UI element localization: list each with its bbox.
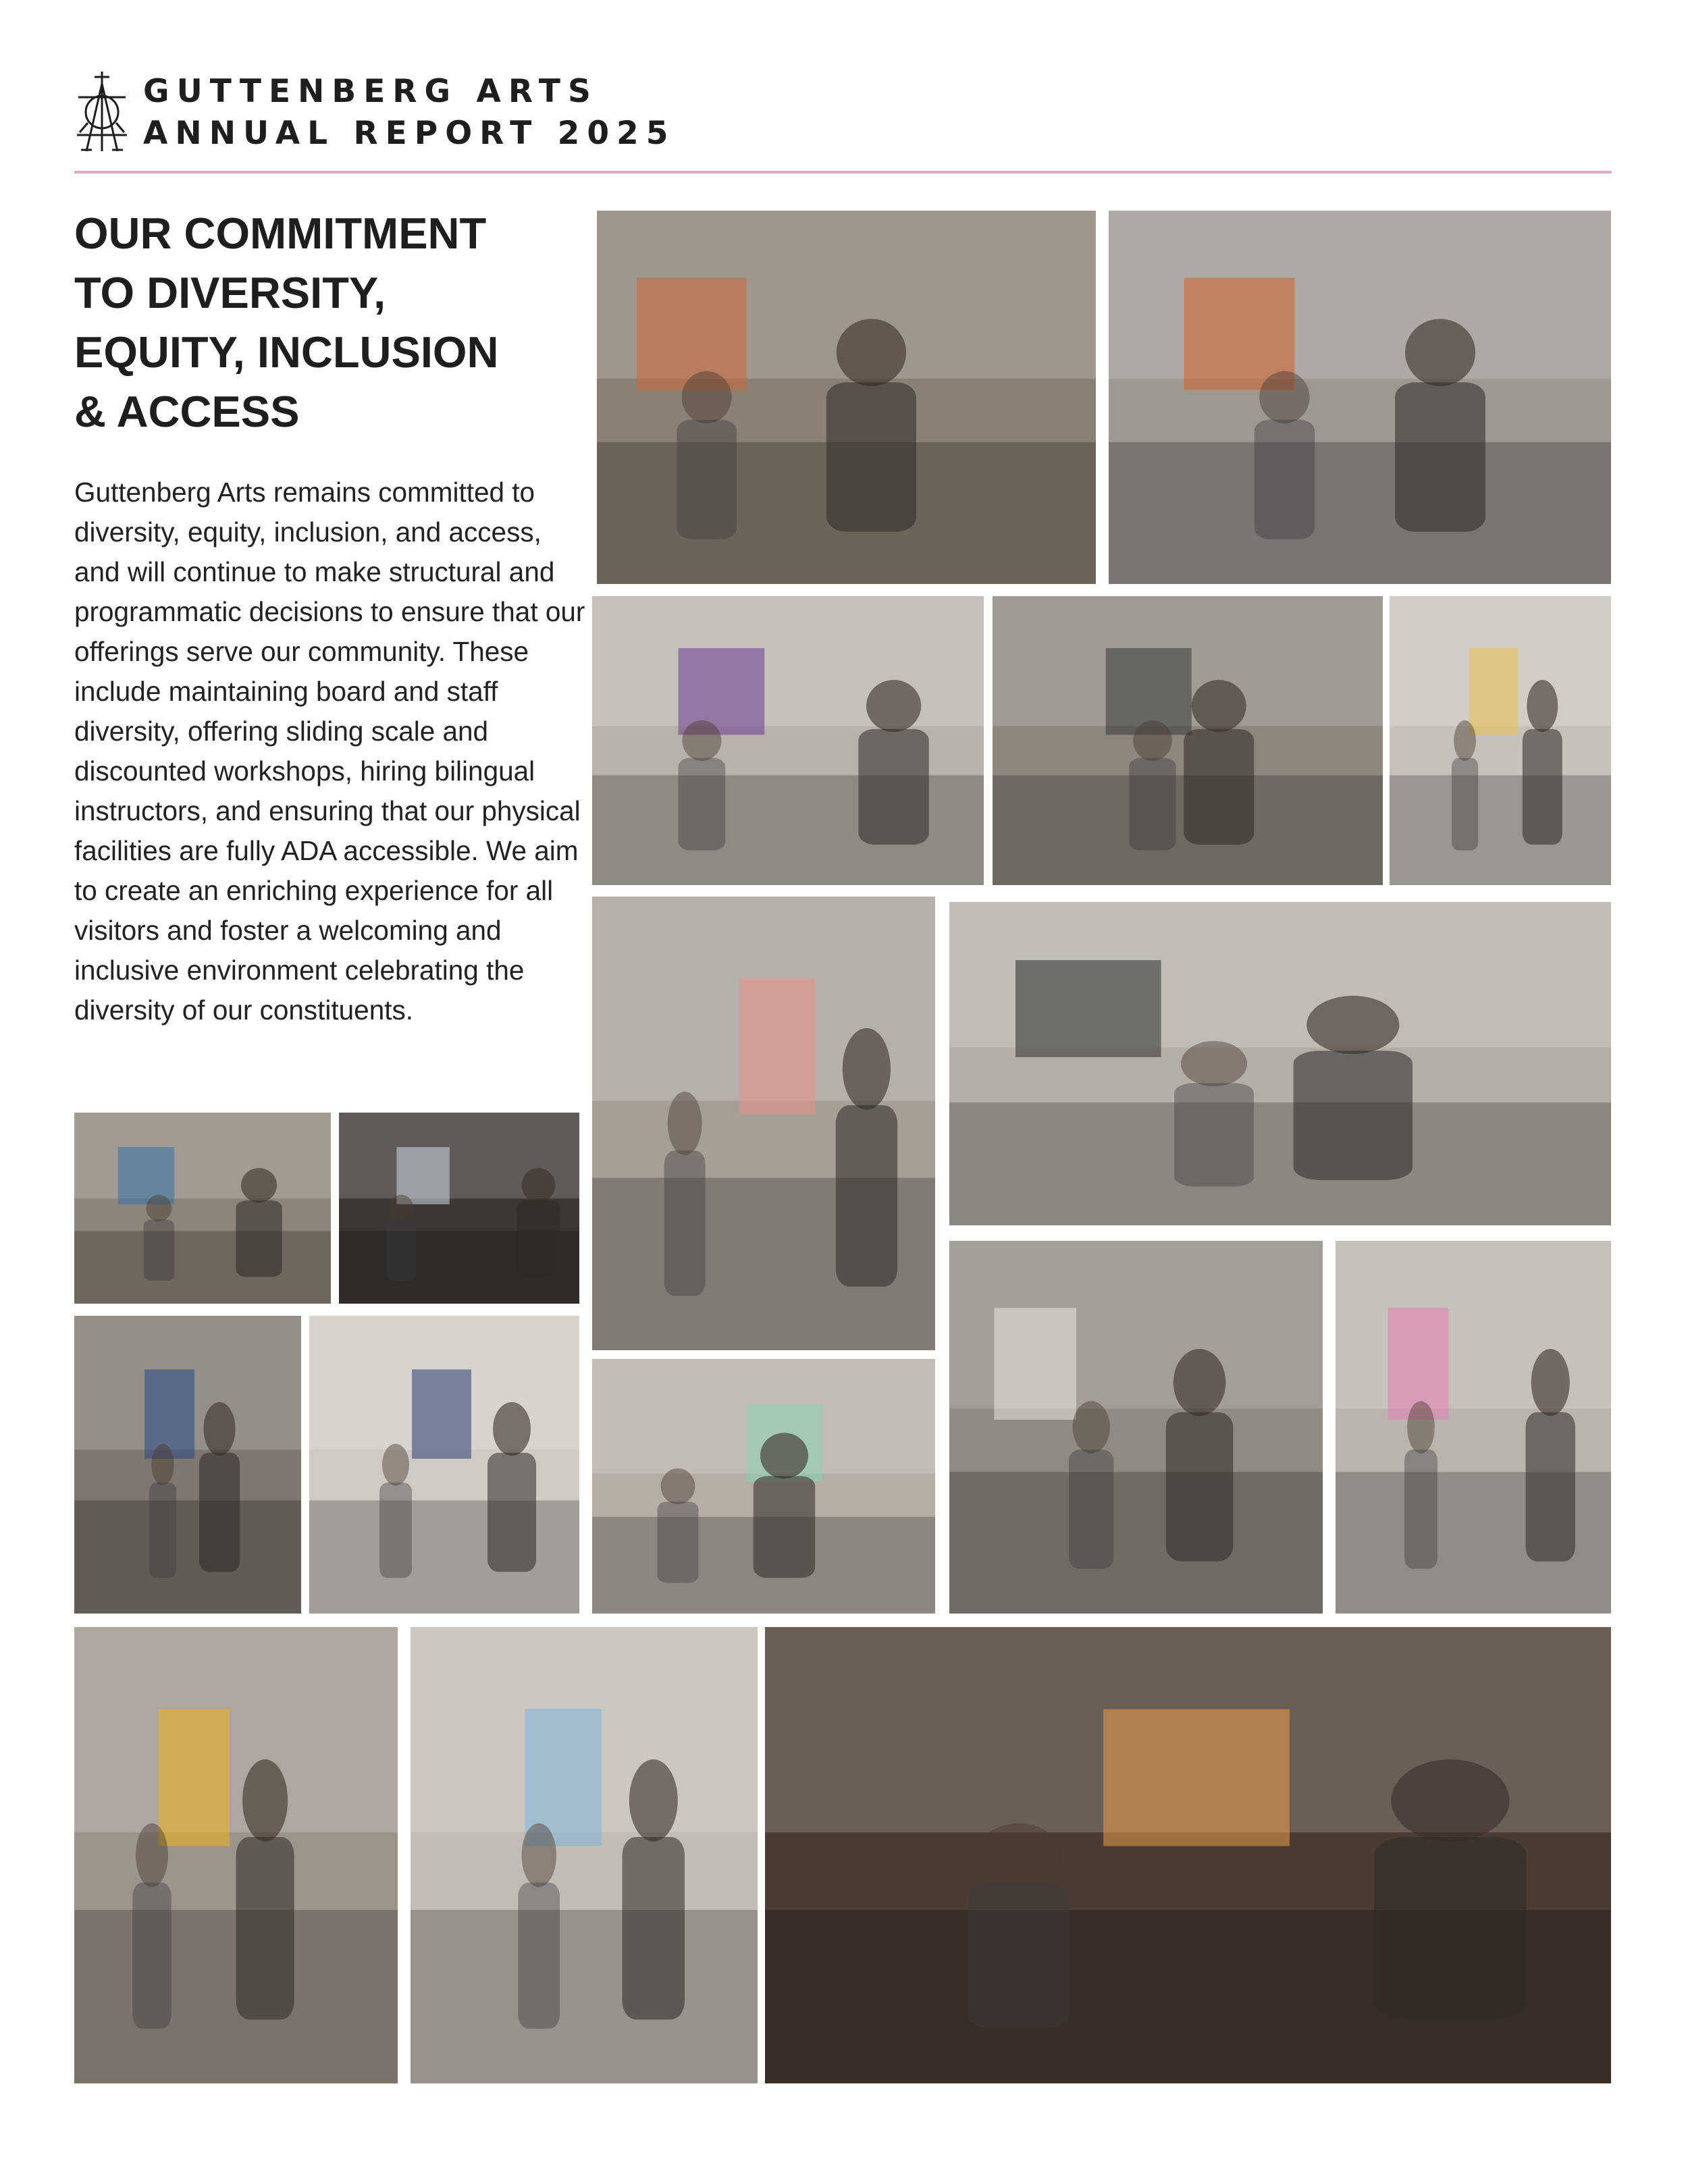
photo-man-with-charcoal-drawing [411,1627,758,2083]
photo-boy-with-ceramic-bowl [74,1316,301,1614]
photo-film-screening [339,1113,579,1304]
section-title-line: OUR COMMITMENT [74,209,487,258]
section-title-line: EQUITY, INCLUSION [74,327,499,377]
photo-gallery-opening-image [592,596,984,885]
photo-boy-with-ceramic-bowl-image [74,1316,301,1614]
photo-evening-gathering [765,1627,1611,2083]
photo-woman-with-sunflowers [74,1627,398,2083]
photo-dyeing-workshop [993,596,1383,885]
photo-film-screening-image [339,1113,579,1304]
photo-man-with-charcoal-drawing-image [411,1627,758,2083]
photo-egg-print-display-image [1390,596,1611,885]
section-title [74,204,587,442]
photo-artist-with-ceramic-plate [592,897,935,1350]
photo-gallery-opening [592,596,984,885]
photo-egg-print-display [1390,596,1611,885]
photo-woman-with-sunflowers-image [74,1627,398,2083]
photo-visitor-with-cyanotype [309,1316,579,1614]
photo-printmaking-workshop [1109,211,1611,584]
section-title-line: & ACCESS [74,387,300,436]
photo-family-ceramics-class [1336,1241,1611,1614]
photo-family-ceramics-class-image [1336,1241,1611,1614]
photo-artist-with-large-painting-image [597,211,1096,584]
org-name: GUTTENBERG ARTS [143,73,598,110]
photo-evening-gathering-image [765,1627,1611,2083]
photo-drawing-collaboration-image [949,1241,1323,1614]
report-title: ANNUAL REPORT 2025 [143,115,676,152]
photo-artist-with-large-painting [597,211,1096,584]
section-body: Guttenberg Arts remains committed to diversity, equity, inclusion, and access, and will continue to make structural and programmatic decisions to ensure that our offerings serve our community. These include maintaining board and staff diversity, offering sliding scale and discounted workshops, hiring bilingual instructors, and ensuring that our physical facilities are fully ADA accessible. We aim to create an enriching experience for all visitors and foster a welcoming and inclusive environment celebrating the diversity of our constituents. [74,477,585,1026]
photo-artist-with-ceramic-plate-image [592,897,935,1350]
photo-community-dinner-studio-image [949,902,1611,1225]
photo-visitor-with-cyanotype-image [309,1316,579,1614]
section-title-line: TO DIVERSITY, [74,268,386,317]
photo-ceramics-student [592,1359,935,1614]
header-divider [74,171,1612,174]
photo-printmaking-workshop-image [1109,211,1611,584]
photo-drawing-collaboration [949,1241,1323,1614]
photo-man-holding-painting-image [74,1113,331,1304]
photo-ceramics-student-image [592,1359,935,1614]
photo-dyeing-workshop-image [993,596,1383,885]
guttenberg-arts-logo-icon [74,70,130,158]
photo-community-dinner-studio [949,902,1611,1225]
photo-man-holding-painting [74,1113,331,1304]
